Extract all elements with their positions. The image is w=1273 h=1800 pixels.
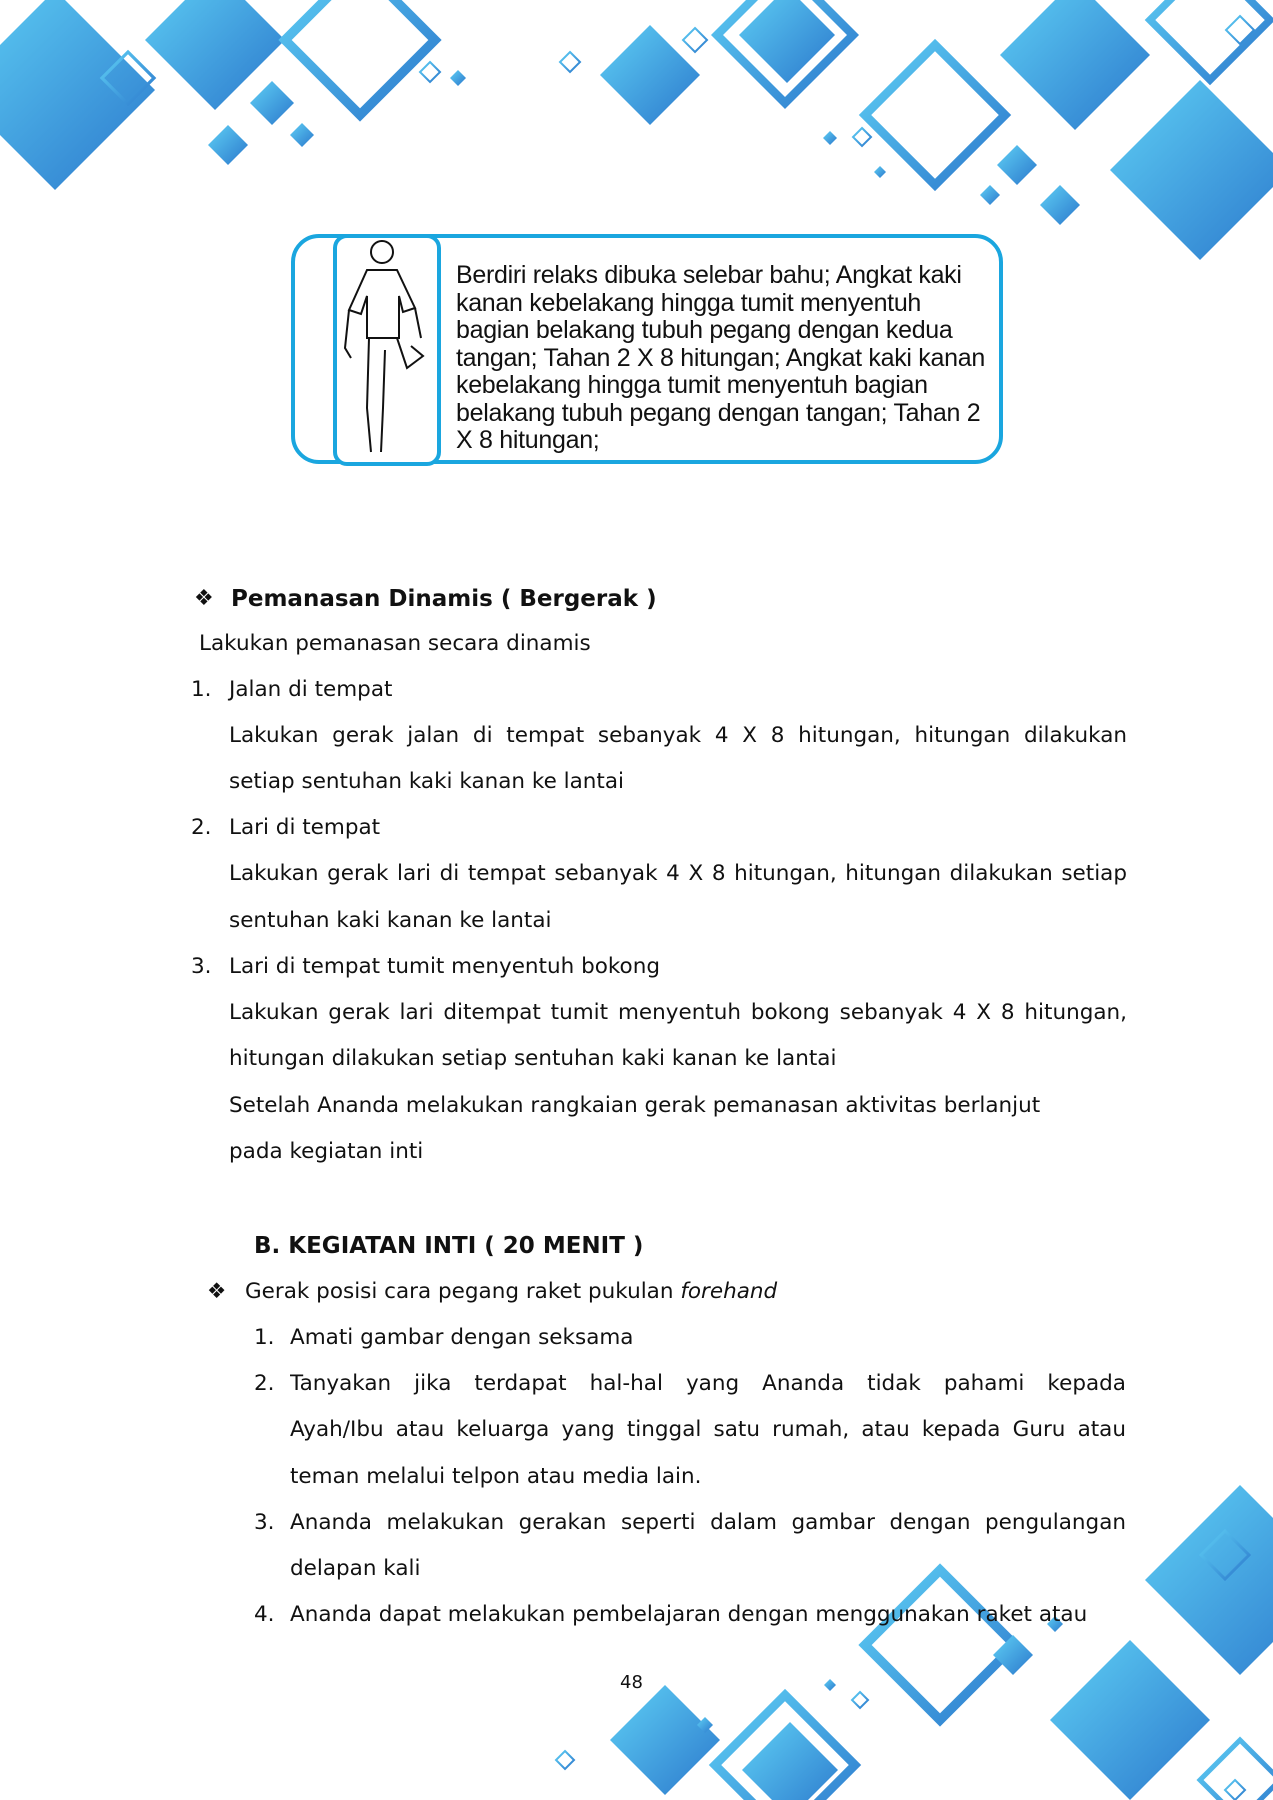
diamond-shape	[285, 0, 435, 115]
list-item-text: Lakukan gerak lari di tempat sebanyak 4 X 8 hitungan, hitungan dilakukan setiap	[229, 861, 1127, 886]
diamond-shape	[450, 70, 466, 86]
list-item-text: Lakukan gerak lari ditempat tumit menyentuh bokong sebanyak 4 X 8 hitungan,	[229, 1000, 1127, 1025]
diamond-shape	[250, 81, 294, 125]
list-item-text: Ananda melakukan gerakan seperti dalam gambar dengan pengulangan	[290, 1510, 1126, 1535]
diamond-shape	[683, 28, 707, 52]
diamond-shape	[865, 1570, 1015, 1720]
bullet-icon: ❖	[194, 586, 214, 611]
list-item-text: teman melalui telpon atau media lain.	[290, 1464, 702, 1489]
list-item-text: pada kegiatan inti	[229, 1139, 424, 1164]
page-number: 48	[620, 1672, 643, 1693]
section-heading: Pemanasan Dinamis ( Bergerak )	[231, 586, 657, 612]
list-number: 1.	[191, 677, 212, 702]
diamond-shape	[853, 128, 871, 146]
intro-text: Lakukan pemanasan secara dinamis	[199, 631, 591, 656]
diamond-shape	[1040, 185, 1080, 225]
list-number: 2.	[191, 815, 212, 840]
diamond-shape	[1110, 80, 1273, 260]
diamond-shape	[874, 166, 886, 178]
diamond-shape	[997, 145, 1037, 185]
person-stretch-icon	[337, 238, 437, 462]
diamond-shape	[1000, 0, 1150, 130]
list-item-text: Amati gambar dengan seksama	[290, 1325, 634, 1350]
list-item-title: Lari di tempat	[229, 815, 381, 840]
diamond-shape	[1150, 0, 1270, 80]
list-number: 3.	[254, 1510, 275, 1535]
diamond-shape	[420, 62, 440, 82]
bullet-icon: ❖	[207, 1279, 227, 1304]
list-item-text: hitungan dilakukan setiap sentuhan kaki kanan ke lantai	[229, 1046, 837, 1071]
list-item-text: Lakukan gerak jalan di tempat sebanyak 4 X 8 hitungan, hitungan dilakukan	[229, 723, 1127, 748]
diamond-shape	[610, 1685, 720, 1795]
list-item-text: Ananda dapat melakukan pembelajaran dengan menggunakan raket atau	[290, 1602, 1088, 1627]
diamond-shape	[556, 1751, 574, 1769]
list-item-text: Tanyakan jika terdapat hal-hal yang Ananda tidak pahami kepada	[290, 1371, 1126, 1396]
core-subheading	[245, 1277, 777, 1307]
diamond-shape	[208, 125, 248, 165]
subheading-text: Gerak posisi cara pegang raket pukulan	[245, 1279, 681, 1304]
diamond-shape	[1050, 1640, 1210, 1800]
list-item-text: Ayah/Ibu atau keluarga yang tinggal satu rumah, atau kepada Guru atau	[290, 1417, 1126, 1442]
diamond-shape	[560, 52, 580, 72]
list-number: 4.	[254, 1602, 275, 1627]
diamond-shape	[823, 131, 837, 145]
stretch-illustration	[333, 234, 441, 466]
stretch-description: Berdiri relaks dibuka selebar bahu; Angkat kaki kanan kebelakang hingga tumit menyentuh bagian belakang tubuh pegang dengan kedua tangan; Tahan 2 X 8 hitungan; Angkat kaki kanan kebelakang hingga tumit menyentuh bagian belakang tubuh pegang dengan tangan; Tahan 2 X 8 hitungan;	[456, 262, 985, 454]
diamond-shape	[1145, 1485, 1273, 1675]
diamond-shape	[993, 1635, 1033, 1675]
list-item-title: Jalan di tempat	[229, 677, 393, 702]
list-item-text: sentuhan kaki kanan ke lantai	[229, 908, 552, 933]
diamond-shape	[0, 0, 155, 190]
list-number: 1.	[254, 1325, 275, 1350]
list-item-text: delapan kali	[290, 1556, 421, 1581]
list-number: 2.	[254, 1371, 275, 1396]
diamond-shape	[852, 1692, 868, 1708]
core-heading: B. KEGIATAN INTI ( 20 MENIT )	[254, 1233, 644, 1259]
diamond-shape	[290, 123, 314, 147]
diamond-shape	[1200, 1740, 1273, 1800]
diamond-shape	[865, 45, 1005, 185]
list-item-text: setiap sentuhan kaki kanan ke lantai	[229, 769, 624, 794]
subheading-italic: forehand	[680, 1279, 778, 1304]
list-number: 3.	[191, 954, 212, 979]
list-item-text: Setelah Ananda melakukan rangkaian gerak pemanasan aktivitas berlanjut	[229, 1093, 1041, 1118]
diamond-shape	[600, 25, 700, 125]
diamond-shape	[1225, 1780, 1245, 1800]
list-item-title: Lari di tempat tumit menyentuh bokong	[229, 954, 660, 979]
diamond-shape	[980, 185, 1000, 205]
diamond-shape	[824, 1679, 836, 1691]
